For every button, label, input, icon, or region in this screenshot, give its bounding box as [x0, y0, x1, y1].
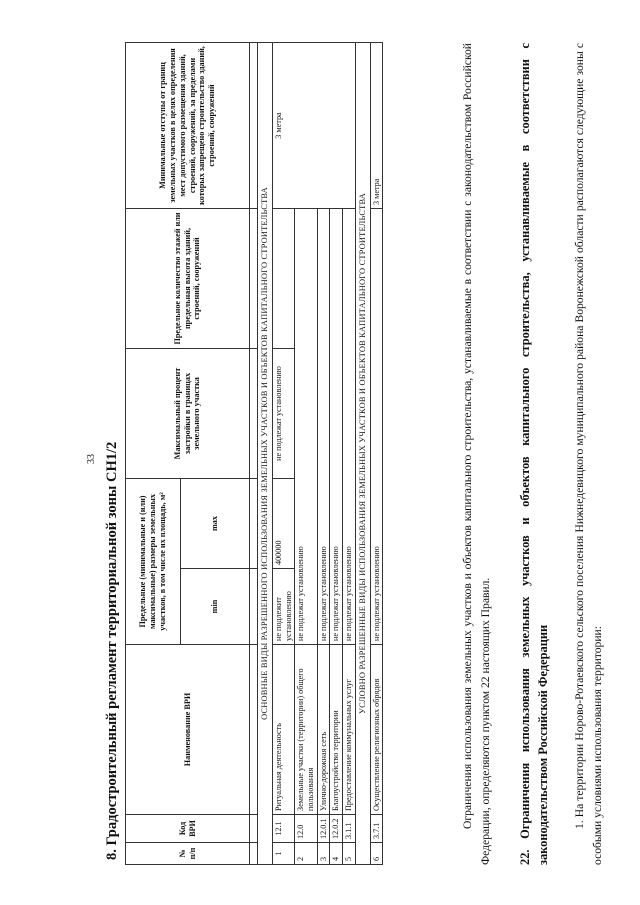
row-num: 4 — [330, 843, 343, 865]
paragraph-zones-text: 1. На территории Норово-Ротаевского сельского поселения Нижнедевицкого муниципального района Воронежской области располагаются следующие зоны с особыми условиями использования территории: — [573, 43, 604, 865]
row-name: Земельные участки (территории) общего пользования — [295, 645, 317, 815]
row-span-value: не подлежат установлению — [342, 209, 355, 645]
row-name: Благоустройство территории — [330, 645, 343, 815]
col-sizes-header: Предельные (минимальные и (или) максимальные) размеры земельных участков, в том числе их площадь, м² — [126, 479, 181, 645]
row-code: 12.0 — [295, 815, 317, 843]
row-code: 12.1 — [272, 815, 294, 843]
row-name: Улично-дорожная сеть — [317, 645, 330, 815]
paragraph-zones — [571, 43, 607, 865]
row-setbacks: 3 метра — [272, 43, 355, 209]
col-min-header: min — [181, 569, 250, 645]
section-title: 8. Градостроительный регламент территориальной зоны СН1/2 — [104, 441, 120, 860]
row-percent: не подлежат установлению — [272, 349, 294, 479]
row-code: 3.7.1 — [370, 815, 383, 843]
row-num: 3 — [317, 843, 330, 865]
row-name: Предоставление коммунальных услуг — [342, 645, 355, 815]
row-max: 400000 — [272, 479, 294, 569]
row-setbacks: 3 метра — [370, 43, 383, 209]
row-name: Осуществление религиозных обрядов — [370, 645, 383, 815]
group-main-title: ОСНОВНЫЕ ВИДЫ РАЗРЕШЕННОГО ИСПОЛЬЗОВАНИЯ ЗЕМЕЛЬНЫХ УЧАСТКОВ И ОБЪЕКТОВ КАПИТАЛЬНОГО СТРОИТЕЛЬСТВА — [258, 43, 273, 865]
row-code: 3.1.1 — [342, 815, 355, 843]
col-name-header: Наименование ВРИ — [126, 645, 250, 815]
col-floors-header: Предельное количество этажей или предельная высота зданий, строений, сооружений — [126, 209, 250, 349]
column-number-row — [250, 43, 258, 865]
header-row-1 — [126, 43, 181, 865]
row-code: 12.0.2 — [330, 815, 343, 843]
row-num: 6 — [370, 843, 383, 865]
row-num: 1 — [272, 843, 294, 865]
row-span-value: не подлежат установлению — [330, 209, 343, 645]
row-num: 2 — [295, 843, 317, 865]
group-conditional-title: УСЛОВНО РАЗРЕШЕННЫЕ ВИДЫ ИСПОЛЬЗОВАНИЯ ЗЕМЕЛЬНЫХ УЧАСТКОВ И ОБЪЕКТОВ КАПИТАЛЬНОГО СТРОИТЕЛЬСТВА — [355, 43, 370, 865]
row-floors — [272, 209, 294, 349]
section-22-heading-text: 22. Ограничения использования земельных участков и объектов капитального строительства, устанавливаемые в соответствии с законодательством Российской Федерации — [518, 43, 550, 865]
row-min: не подлежит установлению — [272, 569, 294, 645]
group-conditional-row — [355, 43, 370, 865]
table-row — [370, 43, 383, 865]
row-span-value: не подлежат установлению — [295, 209, 317, 645]
col-num-header: № п/п — [126, 843, 250, 865]
row-span-value: не подлежат установлению — [370, 209, 383, 645]
col-percent-header: Максимальный процент застройки в границах земельного участка — [126, 349, 250, 479]
page-number: 33 — [86, 454, 97, 464]
paragraph-restrictions — [459, 43, 495, 865]
col-max-header: max — [181, 479, 250, 569]
row-name: Ритуальная деятельность — [272, 645, 294, 815]
paragraph-restrictions-text: Ограничения использования земельных участков и объектов капитального строительства, устанавливаемые в соответствии с законодательством Российской Федерации, определяются пунктом 22 настоящих Правил. — [461, 43, 492, 865]
row-span-value: не подлежат установлению — [317, 209, 330, 645]
row-code: 12.0.1 — [317, 815, 330, 843]
col-setbacks-header: Минимальные отступы от границ земельных участков в целях определения мест допустимого размещения зданий, строений, сооружений, за пределами которых запрещено строительство зданий, строений, сооружений — [126, 43, 250, 209]
section-22-heading — [516, 43, 552, 865]
col-code-header: Код ВРИ — [126, 815, 250, 843]
regulation-table — [125, 42, 383, 865]
group-main-row — [258, 43, 273, 865]
row-num: 5 — [342, 843, 355, 865]
table-row — [272, 43, 294, 865]
